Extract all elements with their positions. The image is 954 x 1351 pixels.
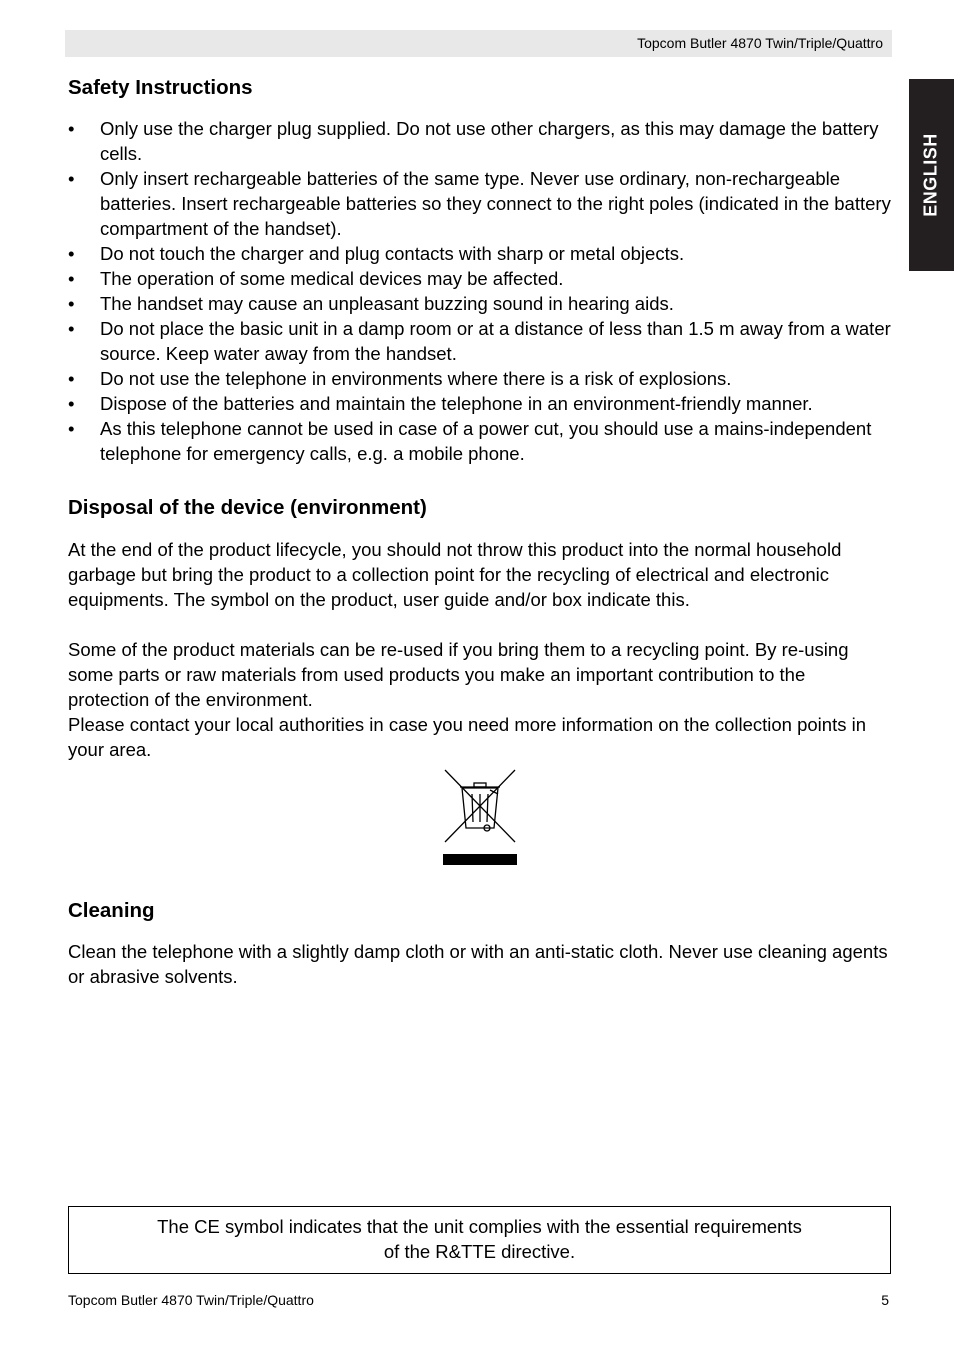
disposal-paragraph-2: Some of the product materials can be re-used if you bring them to a recycling point. By re-using some parts or raw materials from used products you make an important contribution to the protection of the environment. (68, 639, 849, 710)
list-item-text: Only use the charger plug supplied. Do not use other chargers, as this may damage the battery cells. (100, 118, 879, 164)
disposal-paragraph-1: At the end of the product lifecycle, you should not throw this product into the normal household garbage but bring the product to a collection point for the recycling of electrical and electronic equipments. The symbol on the product, user guide and/or box indicate this. (68, 539, 842, 610)
list-item (68, 166, 891, 241)
bullet: • (68, 393, 75, 414)
disposal-heading: Disposal of the device (environment) (68, 496, 427, 519)
list-item (68, 266, 891, 291)
page-content (68, 74, 891, 989)
ce-notice-box (68, 1206, 891, 1274)
header-title: Topcom Butler 4870 Twin/Triple/Quattro (637, 35, 883, 51)
bullet: • (68, 268, 75, 289)
bullet: • (68, 318, 75, 339)
list-item-text: Do not place the basic unit in a damp room or at a distance of less than 1.5 m away from a water source. Keep water away from the handset. (100, 318, 891, 364)
language-tab-label: ENGLISH (920, 133, 941, 217)
language-tab (909, 79, 954, 271)
list-item (68, 416, 891, 466)
bullet: • (68, 118, 75, 139)
list-item-text: The operation of some medical devices may be affected. (100, 268, 564, 289)
list-item-text: The handset may cause an unpleasant buzzing sound in hearing aids. (100, 293, 674, 314)
list-item-text: Dispose of the batteries and maintain the telephone in an environment-friendly manner. (100, 393, 813, 414)
safety-list (68, 116, 891, 466)
bullet: • (68, 243, 75, 264)
running-header (65, 30, 892, 57)
bullet: • (68, 168, 75, 189)
crossed-out-wheelie-bin-icon (440, 768, 520, 866)
disposal-paragraph-3: Please contact your local authorities in case you need more information on the collection points in your area. (68, 714, 867, 760)
list-item-text: As this telephone cannot be used in case of a power cut, you should use a mains-independent telephone for emergency calls, e.g. a mobile phone. (100, 418, 872, 464)
cleaning-heading: Cleaning (68, 899, 155, 922)
ce-notice-line-1: The CE symbol indicates that the unit complies with the essential requirements (157, 1216, 802, 1237)
list-item (68, 391, 891, 416)
list-item (68, 116, 891, 166)
page-number: 5 (881, 1292, 889, 1308)
cleaning-paragraph: Clean the telephone with a slightly damp cloth or with an anti-static cloth. Never use cleaning agents or abrasive solvents. (68, 941, 888, 987)
bullet: • (68, 368, 75, 389)
footer-title: Topcom Butler 4870 Twin/Triple/Quattro (68, 1292, 314, 1308)
bullet: • (68, 293, 75, 314)
page-footer (68, 1291, 891, 1309)
list-item-text: Only insert rechargeable batteries of the same type. Never use ordinary, non-rechargeable batteries. Insert rechargeable batteries so they connect to the right poles (indicated in the battery compartment of the handset). (100, 168, 891, 239)
list-item (68, 366, 891, 391)
list-item (68, 316, 891, 366)
ce-notice-line-2: of the R&TTE directive. (383, 1241, 576, 1262)
list-item-text: Do not use the telephone in environments where there is a risk of explosions. (100, 368, 732, 389)
list-item (68, 241, 891, 266)
list-item (68, 291, 891, 316)
list-item-text: Do not touch the charger and plug contacts with sharp or metal objects. (100, 243, 685, 264)
bullet: • (68, 418, 75, 439)
safety-heading: Safety Instructions (68, 76, 253, 99)
